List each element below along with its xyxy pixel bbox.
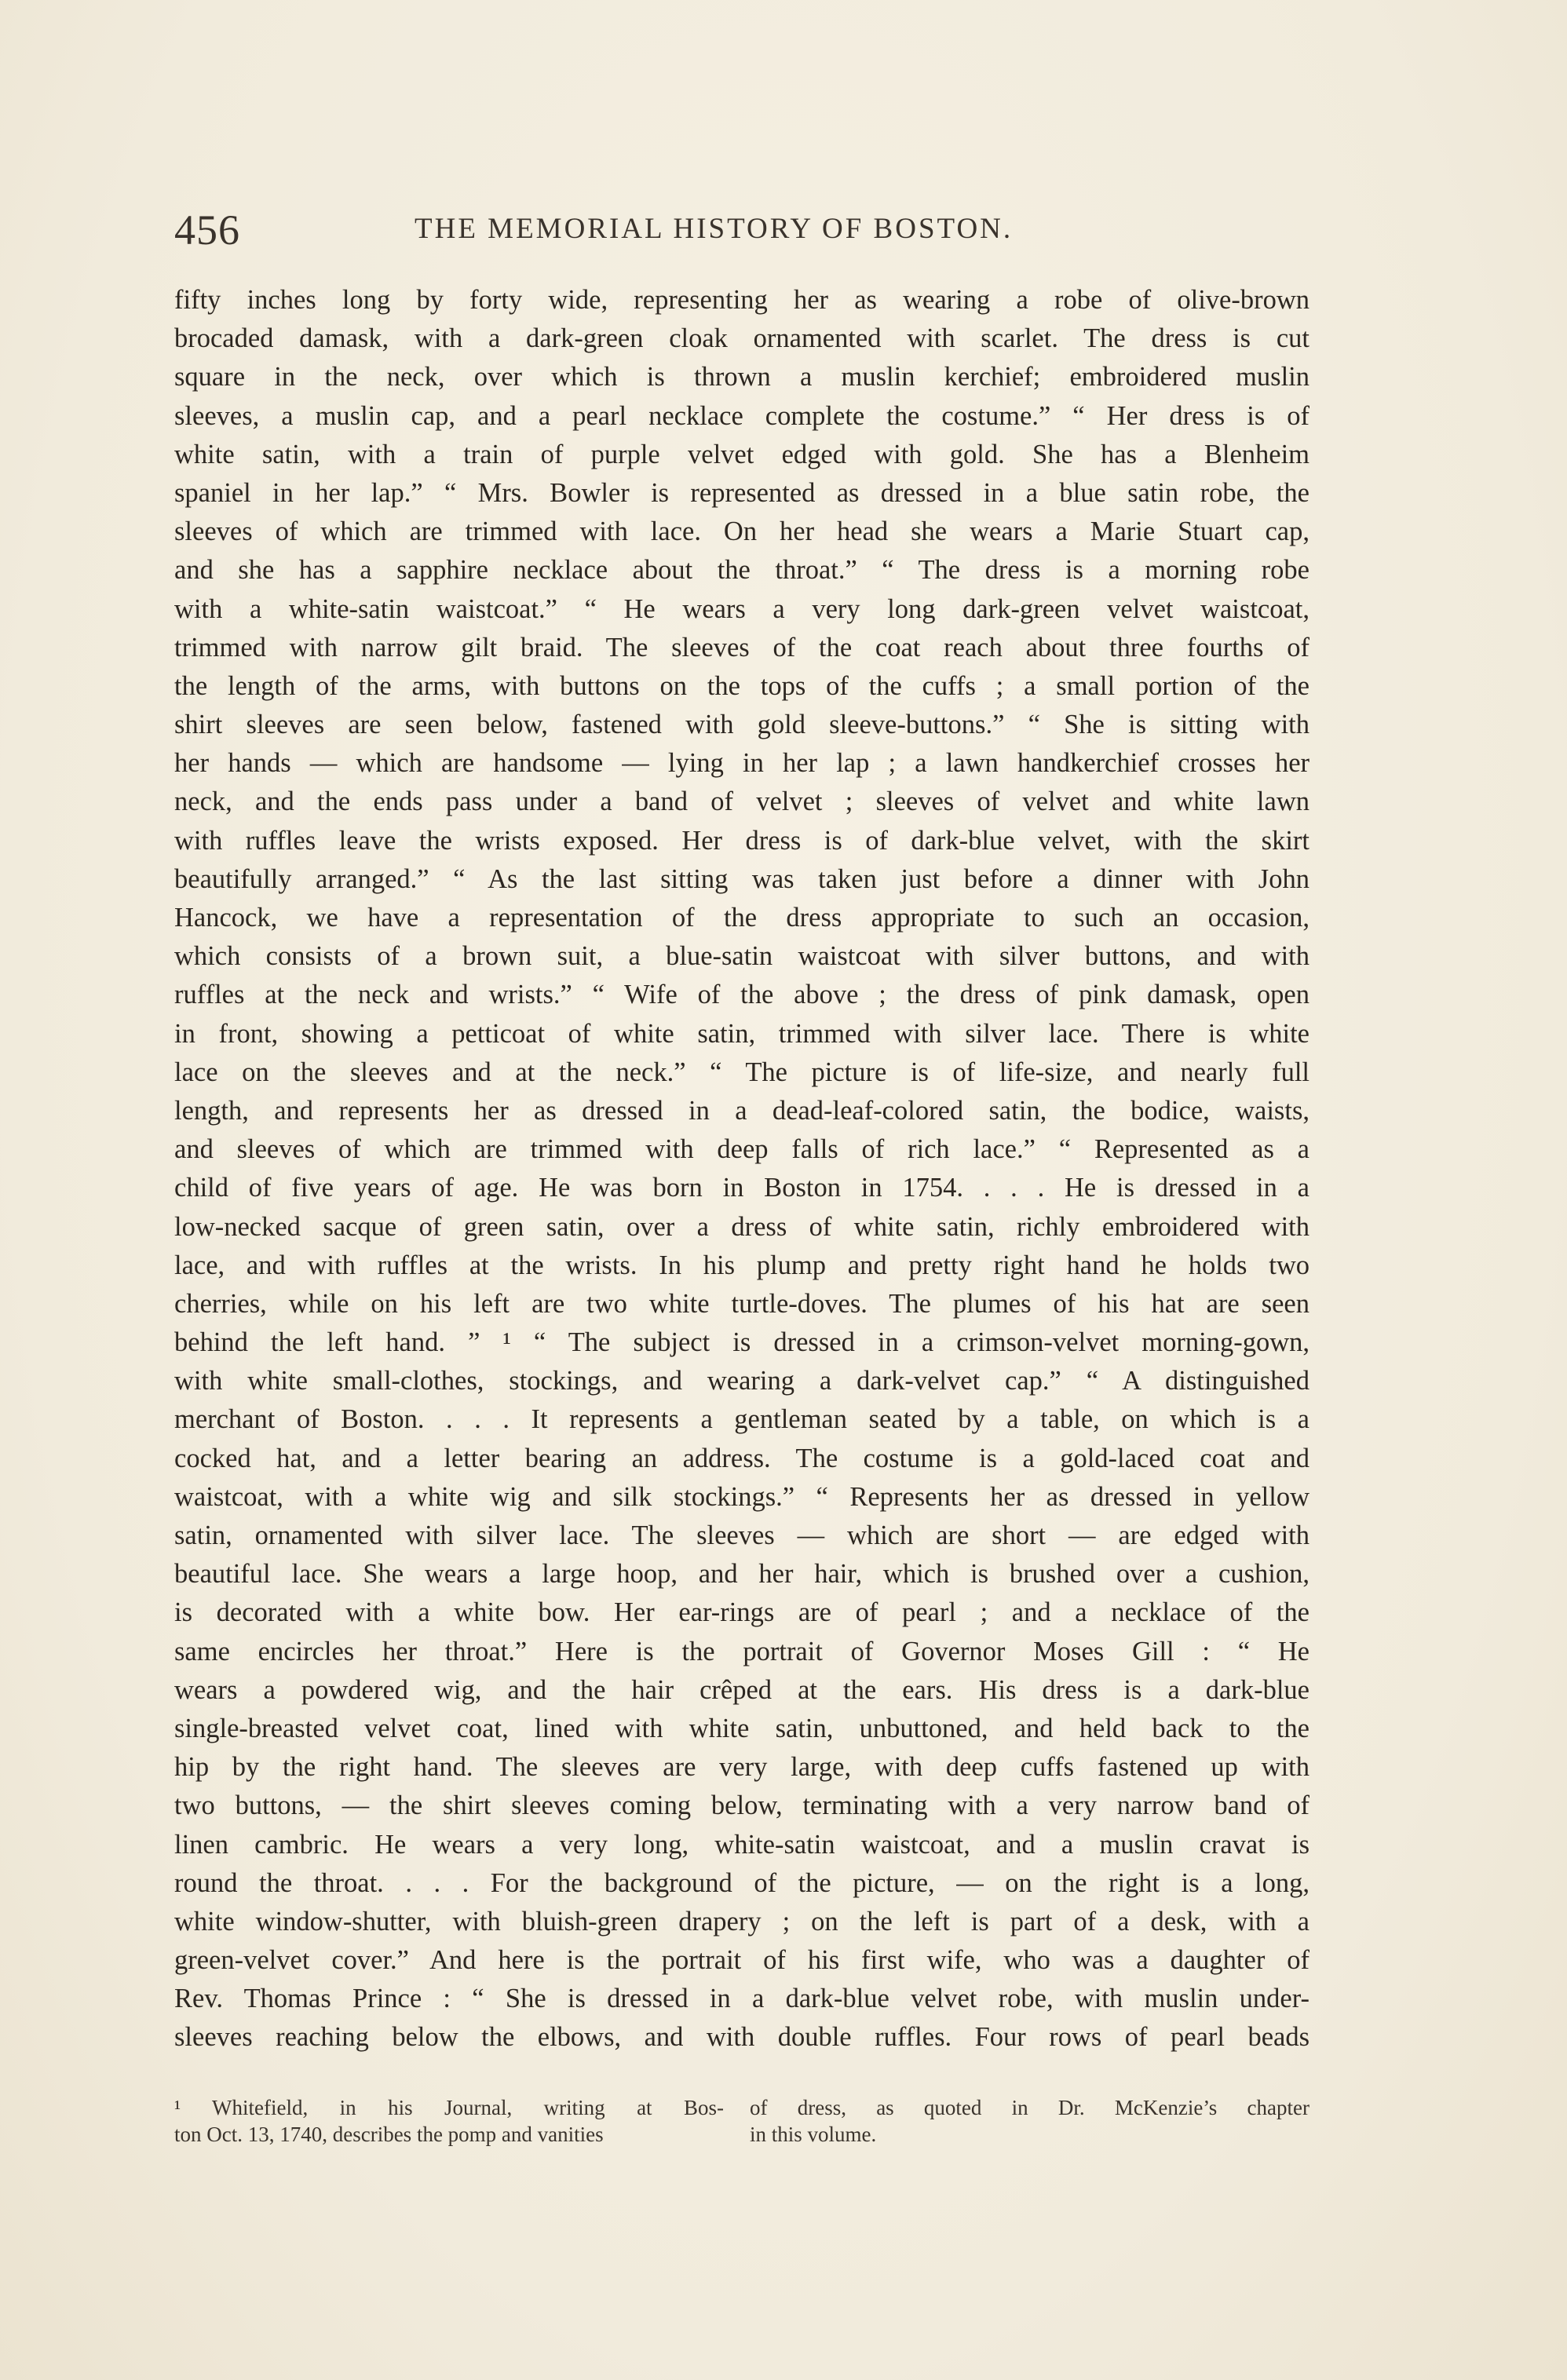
- text-line: merchant of Boston. . . . It represents a gentleman seated by a table, on which is a: [174, 1404, 1309, 1435]
- footnote: [174, 2094, 1309, 2149]
- text-line: is decorated with a white bow. Her ear-rings are of pearl ; and a necklace of the: [174, 1597, 1309, 1628]
- text-line: and she has a sapphire necklace about the throat.” “ The dress is a morning robe: [174, 555, 1309, 586]
- text-line: lace, and with ruffles at the wrists. In his plump and pretty right hand he holds two: [174, 1250, 1309, 1280]
- text-line: sleeves, a muslin cap, and a pearl necklace complete the costume.” “ Her dress is of: [174, 400, 1309, 431]
- text-line: two buttons, — the shirt sleeves coming below, terminating with a very narrow band of: [174, 1790, 1309, 1821]
- body-text: [174, 281, 1309, 2057]
- text-line: hip by the right hand. The sleeves are very large, with deep cuffs fastened up with: [174, 1752, 1309, 1783]
- text-line: length, and represents her as dressed in a dead-leaf-colored satin, the bodice, waists,: [174, 1095, 1309, 1126]
- text-line: fifty inches long by forty wide, representing her as wearing a robe of olive-brown: [174, 285, 1309, 315]
- text-line: sleeves of which are trimmed with lace. On her head she wears a Marie Stuart cap,: [174, 517, 1309, 547]
- text-line: trimmed with narrow gilt braid. The sleeves of the coat reach about three fourths of: [174, 632, 1309, 663]
- text-line: with ruffles leave the wrists exposed. Her dress is of dark-blue velvet, with the skirt: [174, 825, 1309, 856]
- text-line: Hancock, we have a representation of the dress appropriate to such an occasion,: [174, 903, 1309, 933]
- text-line: Rev. Thomas Prince : “ She is dressed in a dark-blue velvet robe, with muslin under-: [174, 1984, 1309, 2014]
- text-line: with a white-satin waistcoat.” “ He wears a very long dark-green velvet waistcoat,: [174, 593, 1309, 624]
- page-number: 456: [174, 206, 240, 254]
- text-line: white window-shutter, with bluish-green drapery ; on the left is part of a desk, with a: [174, 1906, 1309, 1936]
- text-line: cocked hat, and a letter bearing an address. The costume is a gold-laced coat and: [174, 1443, 1309, 1473]
- text-line: round the throat. . . . For the background of the picture, — on the right is a long,: [174, 1867, 1309, 1898]
- text-line: beautifully arranged.” “ As the last sitting was taken just before a dinner with John: [174, 863, 1309, 894]
- running-head: [174, 206, 1311, 261]
- footnote-line: in this volume.: [750, 2123, 877, 2146]
- text-line: in front, showing a petticoat of white satin, trimmed with silver lace. There is white: [174, 1018, 1309, 1049]
- text-line: white satin, with a train of purple velvet edged with gold. She has a Blenheim: [174, 439, 1309, 469]
- text-line: waistcoat, with a white wig and silk stockings.” “ Represents her as dressed in yellow: [174, 1481, 1309, 1512]
- text-line: shirt sleeves are seen below, fastened with gold sleeve-buttons.” “ She is sitting with: [174, 710, 1309, 740]
- text-line: square in the neck, over which is thrown a muslin kerchief; embroidered muslin: [174, 362, 1309, 392]
- footnote-column-left: [174, 2094, 724, 2148]
- text-line: satin, ornamented with silver lace. The sleeves — which are short — are edged with: [174, 1520, 1309, 1550]
- text-line: wears a powdered wig, and the hair crêped at the ears. His dress is a dark-blue: [174, 1674, 1309, 1705]
- text-line: spaniel in her lap.” “ Mrs. Bowler is represented as dressed in a blue satin robe, the: [174, 477, 1309, 508]
- text-line: sleeves reaching below the elbows, and with double ruffles. Four rows of pearl beads: [174, 2022, 1309, 2053]
- text-line: her hands — which are handsome — lying in her lap ; a lawn handkerchief crosses her: [174, 748, 1309, 779]
- text-line: low-necked sacque of green satin, over a dress of white satin, richly embroidered with: [174, 1211, 1309, 1242]
- text-line: with white small-clothes, stockings, and wearing a dark-velvet cap.” “ A distinguished: [174, 1366, 1309, 1396]
- text-line: cherries, while on his left are two white turtle-doves. The plumes of his hat are seen: [174, 1288, 1309, 1319]
- text-line: which consists of a brown suit, a blue-satin waistcoat with silver buttons, and with: [174, 941, 1309, 972]
- text-line: lace on the sleeves and at the neck.” “ The picture is of life-size, and nearly full: [174, 1057, 1309, 1087]
- footnote-line: ¹ Whitefield, in his Journal, writing at Bos-: [174, 2096, 724, 2119]
- footnote-line: ton Oct. 13, 1740, describes the pomp and vanities: [174, 2123, 604, 2146]
- footnote-line: of dress, as quoted in Dr. McKenzie’s chapter: [750, 2096, 1309, 2119]
- footnote-column-right: [750, 2094, 1309, 2148]
- text-line: neck, and the ends pass under a band of velvet ; sleeves of velvet and white lawn: [174, 787, 1309, 817]
- text-line: the length of the arms, with buttons on the tops of the cuffs ; a small portion of the: [174, 670, 1309, 701]
- text-line: green-velvet cover.” And here is the portrait of his first wife, who was a daughter of: [174, 1945, 1309, 1976]
- text-line: single-breasted velvet coat, lined with white satin, unbuttoned, and held back to the: [174, 1713, 1309, 1743]
- text-line: and sleeves of which are trimmed with deep falls of rich lace.” “ Represented as a: [174, 1134, 1309, 1165]
- text-line: beautiful lace. She wears a large hoop, and her hair, which is brushed over a cushion,: [174, 1559, 1309, 1590]
- text-line: same encircles her throat.” Here is the portrait of Governor Moses Gill : “ He: [174, 1636, 1309, 1666]
- running-title: THE MEMORIAL HISTORY OF BOSTON.: [415, 213, 1014, 245]
- text-line: linen cambric. He wears a very long, white-satin waistcoat, and a muslin cravat is: [174, 1829, 1309, 1860]
- text-line: behind the left hand. ” ¹ “ The subject is dressed in a crimson-velvet morning-gown,: [174, 1327, 1309, 1358]
- text-line: brocaded damask, with a dark-green cloak ornamented with scarlet. The dress is cut: [174, 323, 1309, 354]
- text-line: child of five years of age. He was born in Boston in 1754. . . . He is dressed in a: [174, 1173, 1309, 1203]
- text-line: ruffles at the neck and wrists.” “ Wife of the above ; the dress of pink damask, open: [174, 980, 1309, 1010]
